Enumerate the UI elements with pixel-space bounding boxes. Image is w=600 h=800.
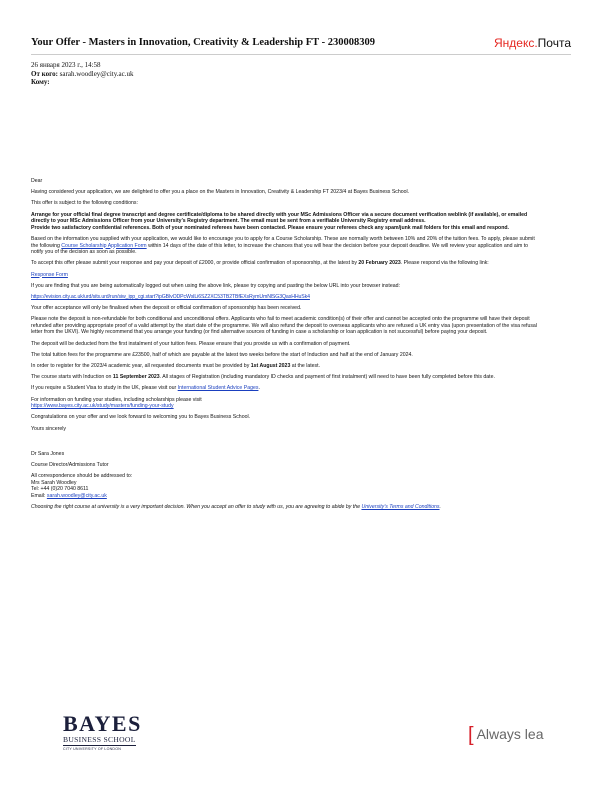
bayes-logo-rule bbox=[63, 745, 136, 746]
induction-text-a: The course starts with Induction on bbox=[31, 374, 113, 381]
to-label: Кому: bbox=[31, 78, 50, 86]
paragraph-acceptance: Your offer acceptance will only be finalised when the deposit or official confirmation of sponsorship has been received. bbox=[31, 305, 302, 312]
deposit-text-b: . Please respond via the following link: bbox=[400, 260, 489, 267]
letter-body bbox=[31, 178, 541, 515]
funding-link[interactable]: https://www.bayes.city.ac.uk/study/masters/funding-your-study bbox=[31, 403, 174, 410]
scholarship-text-a: Based on the information you supplied with your application, we would like to encourage you to apply for a Course Scholarship. These are normally worth between 10% and 20% of the tuition fees. To apply, please submit the following bbox=[31, 235, 535, 249]
induction-text-b: . All stages of Registration (including mandatory ID checks and payment of first instalment) will need to have been fully completed before this date. bbox=[159, 374, 495, 381]
correspondence-email-link[interactable]: sarah.woodley@city.ac.uk bbox=[46, 492, 107, 499]
register-deadline: 1st August 2023 bbox=[250, 363, 291, 369]
from-value[interactable]: sarah.woodley@city.ac.uk bbox=[59, 69, 134, 78]
footnote bbox=[31, 504, 541, 511]
paragraph-conditions: This offer is subject to the following conditions: bbox=[31, 200, 138, 207]
deposit-deadline: 20 February 2023 bbox=[358, 260, 401, 267]
closing: Yours sincerely bbox=[31, 425, 66, 432]
paragraph-fees: The total tuition fees for the programme are £23500, half of which are payable at the latest two weeks before the start of Induction and half at the end of January 2024. bbox=[31, 351, 413, 358]
induction-date: 11 September 2023 bbox=[112, 374, 160, 381]
email-meta bbox=[31, 61, 134, 87]
condition-references: Provide two satisfactory confidential references. Both of your nominated referees have been contacted. Please ensure your referees check any spam/junk mail folders for this email and respond. bbox=[31, 224, 509, 231]
bayes-logo-subtitle: BUSINESS SCHOOL bbox=[63, 735, 136, 744]
correspondence-name: Mrs Sarah Woodley bbox=[31, 479, 77, 486]
signature-gap bbox=[31, 437, 541, 451]
paragraph-induction bbox=[31, 374, 541, 381]
always-learning-banner bbox=[468, 722, 543, 745]
email-to bbox=[31, 78, 134, 87]
visa-text-a: If you require a Student Visa to study in the UK, please visit our bbox=[31, 385, 178, 392]
register-text-b: at the latest. bbox=[290, 363, 321, 369]
paragraph-offer: Having considered your application, we are delighted to offer you a place on the Masters in Innovation, Creativity & Leadership FT 2023/4 at Bayes Business School. bbox=[31, 189, 410, 196]
paragraph-scholarship bbox=[31, 236, 541, 256]
paragraph-deposit bbox=[31, 260, 541, 267]
email-header bbox=[31, 37, 571, 53]
bayes-logo bbox=[63, 713, 143, 751]
bayes-logo-title: BAYES bbox=[63, 711, 142, 736]
from-label: От кого: bbox=[31, 69, 58, 78]
signer-name: Dr Sara Jones bbox=[31, 450, 65, 457]
yandex-product: Почта bbox=[537, 36, 571, 50]
scholarship-text-b: within 14 days of the date of this letter, to increase the chances that you will hear the decision before your deposit deadline. We will review your application and aim to notify you of the decision as soon as possible. bbox=[31, 242, 529, 256]
funding-text: For information on funding your studies, including scholarships please visit bbox=[31, 396, 202, 403]
always-learning-text: Always lea bbox=[476, 726, 544, 742]
yandex-brand: Яндекс. bbox=[493, 36, 538, 50]
email-date: 26 января 2023 г., 14:58 bbox=[31, 61, 101, 69]
paragraph-deduction: The deposit will be deducted from the first instalment of your tuition fees. Please ensure that you provide us with a confirmation of payment. bbox=[31, 340, 351, 347]
yandex-mail-logo[interactable] bbox=[494, 36, 571, 50]
paragraph-url bbox=[31, 294, 541, 301]
greeting: Dear bbox=[31, 178, 43, 184]
visa-text-b: . bbox=[258, 385, 260, 392]
terms-link[interactable]: University's Terms and Conditions bbox=[361, 504, 440, 511]
email-subject: Your Offer - Masters in Innovation, Creativity & Leadership FT - 230008309 bbox=[31, 37, 375, 48]
response-form-link[interactable]: Response Form bbox=[31, 271, 68, 278]
response-url-link[interactable]: https://evision.city.ac.uk/urd/sits.urd/run/siw_ipp_cgi.start?ipGBlvODPcWslLi6SZ2XC53TB2TBfEXsRymUmNlSG3QasHHuSk4 bbox=[31, 293, 310, 300]
register-text-a: In order to register for the 2023/4 academic year, all requested documents must be provided by bbox=[31, 363, 251, 369]
paragraph-refund: Please note the deposit is non-refundable for both conditional and unconditional offers. Applicants who fail to meet academic condition(s) of their offer and cannot be accepted onto the programme will have their deposit refunded after providing appropriate proof of a valid attempt by the start date of the programme. We will also refund the deposit to overseas applicants who are refused a UK entry visa (upon presentation of the visa refusal letter from the UKVI). We highly recommend that you arrange your funding (or find alternative sources of funding in case a scholarship or loan application is not successful) before paying your deposit. bbox=[31, 316, 537, 336]
correspondence-tel: Tel: +44 (0)20 7040 8611 bbox=[31, 486, 89, 493]
paragraph-register bbox=[31, 363, 541, 370]
visa-advice-link[interactable]: International Student Advice Pages bbox=[177, 385, 259, 392]
header-divider bbox=[31, 54, 571, 55]
bracket-icon: [ bbox=[468, 724, 474, 746]
paragraph-logout: If you are finding that you are being automatically logged out when using the above link, please try copying and pasting the below URL into your browser instead: bbox=[31, 282, 400, 289]
condition-transcript: Arrange for your official final degree transcript and degree certificate/diploma to be shared directly with your MSc Admissions Officer via a secure document verification weblink (if available), or emailed directly to your MSc Admissions Officer from your University's Registry department. The email must be sent from a verifiable University Registry email address. bbox=[31, 211, 528, 225]
scholarship-form-link[interactable]: Course Scholarship Application Form bbox=[61, 242, 147, 249]
deposit-text-a: To accept this offer please submit your response and pay your deposit of £2000, or provide official confirmation of sponsorship, at the latest by bbox=[31, 260, 359, 267]
signer-role: Course Director/Admissions Tutor bbox=[31, 461, 109, 468]
paragraph-response bbox=[31, 272, 541, 279]
paragraph-visa bbox=[31, 385, 541, 392]
correspondence-email-label: Email: bbox=[31, 492, 47, 499]
conditions-list bbox=[31, 212, 541, 232]
bayes-logo-university: CITY UNIVERSITY OF LONDON bbox=[63, 747, 121, 751]
correspondence-intro: All correspondence should be addressed to: bbox=[31, 473, 133, 480]
correspondence-block bbox=[31, 473, 541, 499]
paragraph-congratulations: Congratulations on your offer and we look forward to welcoming you to Bayes Business School. bbox=[31, 414, 251, 421]
footnote-text-b: . bbox=[439, 504, 441, 511]
email-from bbox=[31, 70, 134, 79]
paragraph-funding bbox=[31, 397, 541, 410]
footnote-text-a: Choosing the right course at university is a very important decision. When you accept an offer to study with us, you are agreeing to abide by the bbox=[31, 504, 362, 511]
